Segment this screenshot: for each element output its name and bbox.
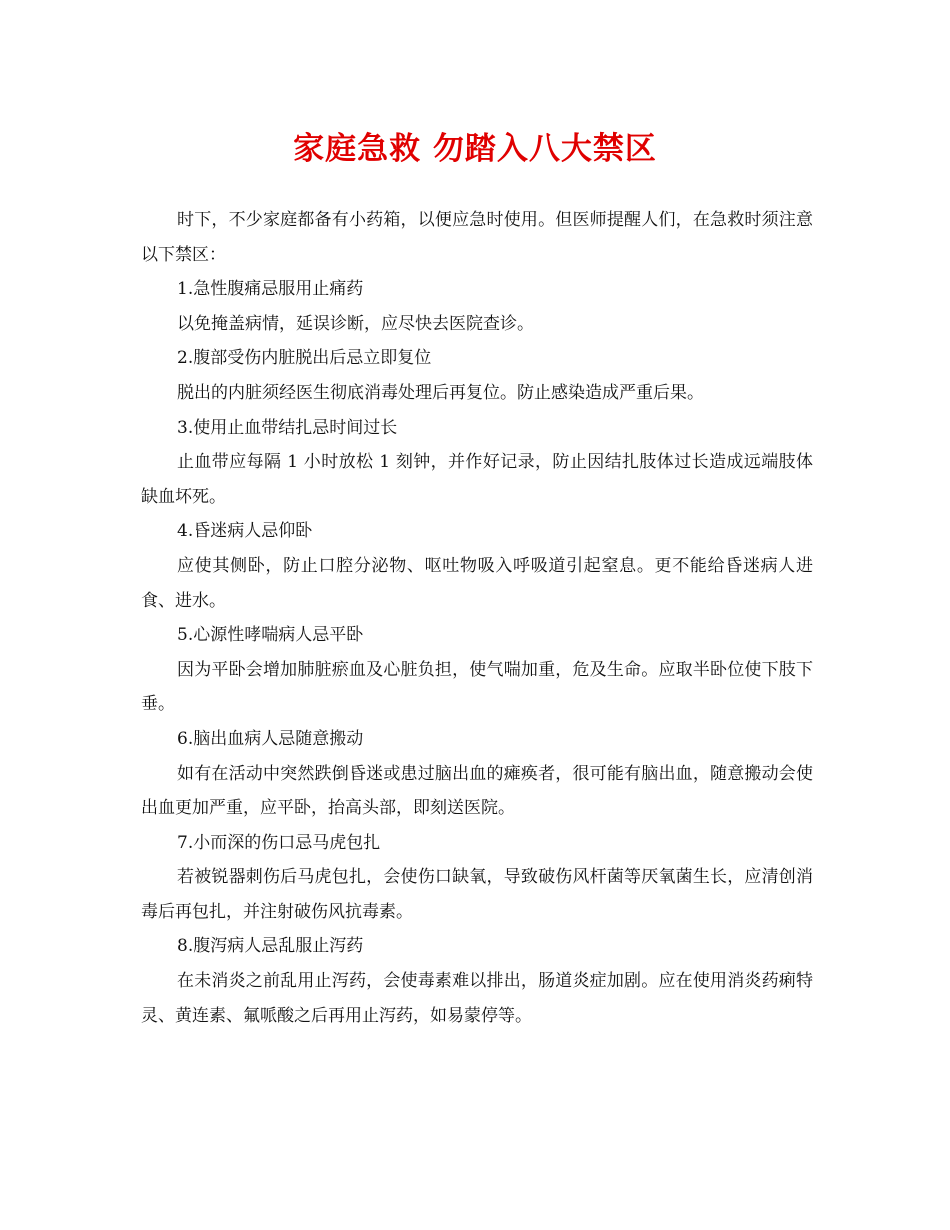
item-text-4: 应使其侧卧，防止口腔分泌物、呕吐物吸入呼吸道引起窒息。更不能给昏迷病人进食、进水。 [141,555,813,611]
item-heading-3: 3.使用止血带结扎忌时间过长 [177,417,398,438]
item-text-6: 如有在活动中突然跌倒昏迷或患过脑出血的瘫痪者，很可能有脑出血，随意搬动会使出血更加严重，应平卧，抬高头部，即刻送医院。 [141,763,813,819]
item-text-1: 以免掩盖病情，延误诊断，应尽快去医院查诊。 [177,313,534,334]
item-heading-7: 7.小而深的伤口忌马虎包扎 [177,832,381,853]
item-text-2: 脱出的内脏须经医生彻底消毒处理后再复位。防止感染造成严重后果。 [177,382,704,403]
item-text-7: 若被锐器刺伤后马虎包扎，会使伤口缺氧，导致破伤风杆菌等厌氧菌生长，应清创消毒后再包扎，并注射破伤风抗毒素。 [141,867,813,922]
item-heading-4: 4.昏迷病人忌仰卧 [177,521,313,542]
intro-paragraph: 时下，不少家庭都备有小药箱，以便应急时使用。但医师提醒人们，在急救时须注意以下禁区： [141,210,813,265]
document-body [141,203,813,1033]
item-heading-2: 2.腹部受伤内脏脱出后忌立即复位 [177,348,432,369]
item-text-3: 止血带应每隔 1 小时放松 1 刻钟，并作好记录，防止因结扎肢体过长造成远端肢体缺血坏死。 [141,452,813,507]
item-text-8: 在未消炎之前乱用止泻药，会使毒素难以排出，肠道炎症加剧。应在使用消炎药痢特灵、黄连素、氟哌酸之后再用止泻药，如易蒙停等。 [141,971,813,1026]
item-heading-6: 6.脑出血病人忌随意搬动 [177,728,364,749]
item-text-5: 因为平卧会增加肺脏瘀血及心脏负担，使气喘加重，危及生命。应取半卧位使下肢下垂。 [141,659,813,715]
item-heading-8: 8.腹泻病人忌乱服止泻药 [177,936,364,957]
item-heading-1: 1.急性腹痛忌服用止痛药 [177,279,364,300]
document-title: 家庭急救 勿踏入八大禁区 [293,131,657,167]
item-heading-5: 5.心源性哮喘病人忌平卧 [177,625,364,646]
